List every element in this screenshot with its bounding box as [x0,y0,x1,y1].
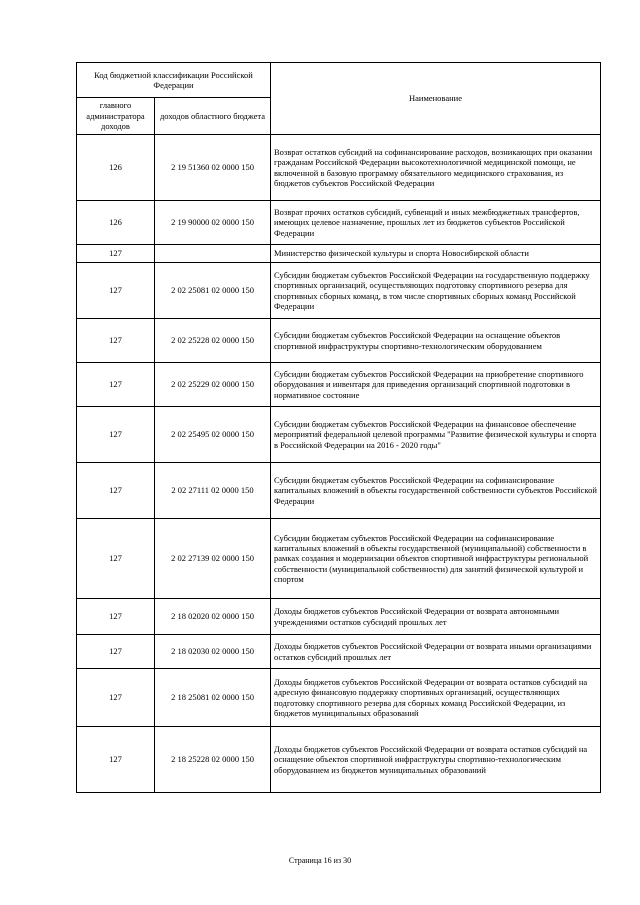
admin-code-cell: 127 [77,669,155,727]
admin-code-cell: 127 [77,245,155,263]
name-cell: Доходы бюджетов субъектов Российской Федерации от возврата остатков субсидий на адресную финансовую поддержку спортивных организаций, осуществляющих подготовку спортивного резерва для сборных команд Российской Федерации, из бюджетов муниципальных образований [271,669,601,727]
income-code-cell: 2 18 02030 02 0000 150 [155,635,271,669]
income-code-cell: 2 02 25228 02 0000 150 [155,319,271,363]
name-cell: Субсидии бюджетам субъектов Российской Федерации на оснащение объектов спортивной инфраструктуры спортивно-технологическим оборудованием [271,319,601,363]
header-admin-column: главного администратора доходов [77,98,155,135]
page-number: Страница 16 из 30 [288,856,352,865]
admin-code-cell: 127 [77,363,155,407]
admin-code-cell: 127 [77,635,155,669]
table-body [77,135,601,793]
header-name-column: Наименование [271,63,601,135]
table-row [77,407,601,463]
income-code-cell [155,245,271,263]
income-code-cell: 2 02 27111 02 0000 150 [155,463,271,519]
table-row [77,135,601,201]
name-cell: Доходы бюджетов субъектов Российской Федерации от возврата иными организациями остатков субсидий прошлых лет [271,635,601,669]
header-income-column: доходов областного бюджета [155,98,271,135]
income-code-cell: 2 02 25229 02 0000 150 [155,363,271,407]
table-row [77,635,601,669]
table-row [77,519,601,599]
table-header-row [77,63,601,98]
name-cell: Субсидии бюджетам субъектов Российской Федерации на софинансирование капитальных вложений в объекты государственной (муниципальной) собственности в рамках создания и модернизации объектов спортивной инфраструктуры региональной собственности (муниципальной собственности) для занятий физической культурой и спортом [271,519,601,599]
admin-code-cell: 127 [77,727,155,793]
name-cell: Доходы бюджетов субъектов Российской Федерации от возврата остатков субсидий на оснащение объектов спортивной инфраструктуры спортивно-технологическим оборудованием из бюджетов муниципальных образований [271,727,601,793]
table-row [77,727,601,793]
table-row [77,201,601,245]
name-cell: Доходы бюджетов субъектов Российской Федерации от возврата автономными учреждениями остатков субсидий прошлых лет [271,599,601,635]
admin-code-cell: 127 [77,463,155,519]
admin-code-cell: 127 [77,519,155,599]
budget-classification-table [76,62,601,793]
admin-code-cell: 126 [77,201,155,245]
name-cell: Субсидии бюджетам субъектов Российской Федерации на государственную поддержку спортивных организаций, осуществляющих подготовку спортивного резерва для спортивных сборных команд, в том числе спортивных сборных команд Российской Федерации [271,263,601,319]
name-cell: Возврат остатков субсидий на софинансирование расходов, возникающих при оказании гражданам Российской Федерации высокотехнологичной медицинской помощи, не включенной в базовую программу обязательного медицинского страхования, из бюджетов субъектов Российской Федерации [271,135,601,201]
income-code-cell: 2 02 25495 02 0000 150 [155,407,271,463]
name-cell: Возврат прочих остатков субсидий, субвенций и иных межбюджетных трансфертов, имеющих целевое назначение, прошлых лет из бюджетов субъектов Российской Федерации [271,201,601,245]
income-code-cell: 2 02 27139 02 0000 150 [155,519,271,599]
income-code-cell: 2 19 90000 02 0000 150 [155,201,271,245]
admin-code-cell: 127 [77,407,155,463]
table-row [77,363,601,407]
income-code-cell: 2 02 25081 02 0000 150 [155,263,271,319]
table-row [77,599,601,635]
admin-code-cell: 127 [77,599,155,635]
table-row [77,245,601,263]
income-code-cell: 2 18 25228 02 0000 150 [155,727,271,793]
table-row [77,463,601,519]
admin-code-cell: 126 [77,135,155,201]
header-group-title: Код бюджетной классификации Российской Федерации [77,63,271,98]
name-cell: Субсидии бюджетам субъектов Российской Федерации на софинансирование капитальных вложений в объекты государственной собственности субъектов Российской Федерации [271,463,601,519]
income-code-cell: 2 19 51360 02 0000 150 [155,135,271,201]
table-row [77,669,601,727]
name-cell: Субсидии бюджетам субъектов Российской Федерации на приобретение спортивного оборудования и инвентаря для приведения организаций спортивной подготовки в нормативное состояние [271,363,601,407]
income-code-cell: 2 18 02020 02 0000 150 [155,599,271,635]
admin-code-cell: 127 [77,263,155,319]
name-cell: Министерство физической культуры и спорта Новосибирской области [271,245,601,263]
admin-code-cell: 127 [77,319,155,363]
income-code-cell: 2 18 25081 02 0000 150 [155,669,271,727]
table-row [77,263,601,319]
table-row [77,319,601,363]
name-cell: Субсидии бюджетам субъектов Российской Федерации на финансовое обеспечение мероприятий федеральной целевой программы "Развитие физической культуры и спорта в Российской Федерации на 2016 - 2020 годы" [271,407,601,463]
